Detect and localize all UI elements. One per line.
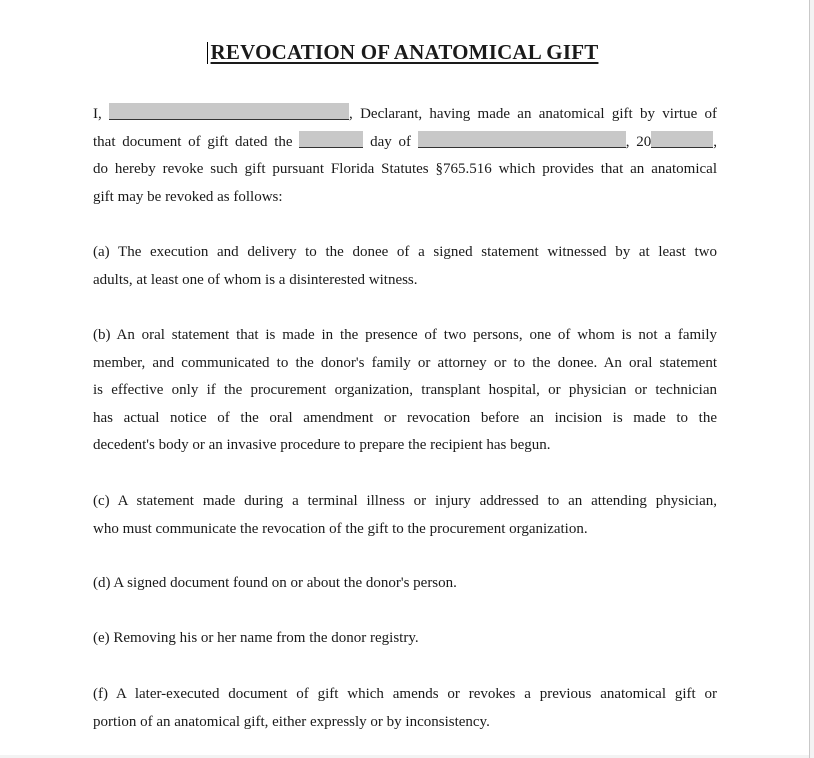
clause-b-line: (b) An oral statement that is made in the presence of two persons, one of whom is not a family (93, 327, 717, 343)
clause-c (93, 488, 717, 543)
intro-line-3: do hereby revoke such gift pursuant Florida Statutes §765.516 which provides that an anatomical (93, 161, 717, 177)
gift-month-field[interactable] (418, 131, 626, 148)
gift-day-field[interactable] (299, 131, 363, 148)
clause-a (93, 239, 717, 294)
clause-f-line: portion of an anatomical gift, either expressly or by inconsistency. (93, 713, 490, 730)
clause-c-line: (c) A statement made during a terminal illness or injury addressed to an attending physician, (93, 493, 717, 509)
declarant-name-field[interactable] (109, 103, 349, 120)
clause-c-line: who must communicate the revocation of the gift to the procurement organization. (93, 520, 588, 537)
clause-b-line: decedent's body or an invasive procedure to prepare the recipient has begun. (93, 437, 551, 453)
gift-year-field[interactable] (651, 131, 713, 148)
clause-d (93, 570, 717, 598)
clause-b (93, 322, 717, 460)
clause-b-line: member, and communicated to the donor's family or attorney or to the donee. An oral statement (93, 354, 717, 371)
intro-line2-b: day of (370, 133, 412, 150)
intro-paragraph (93, 101, 717, 211)
intro-line2-c: , 20 (625, 133, 652, 150)
intro-line-1 (93, 101, 717, 129)
intro-line-4: gift may be revoked as follows: (93, 188, 283, 205)
clause-a-line: adults, at least one of whom is a disinterested witness. (93, 271, 418, 288)
clause-f-line: (f) A later-executed document of gift which amends or revokes a previous anatomical gift or (93, 686, 717, 702)
intro-i-prefix: I, (93, 106, 102, 122)
page-edge-right (809, 0, 814, 758)
clause-f (93, 681, 717, 736)
clause-b-line: has actual notice of the oral amendment or revocation before an incision is made to the (93, 409, 717, 426)
clause-e-line: (e) Removing his or her name from the donor registry. (93, 630, 419, 646)
clause-b-line: is effective only if the procurement organization, transplant hospital, or physician or technician (93, 382, 717, 398)
document-title-text: REVOCATION OF ANATOMICAL GIFT (210, 40, 599, 64)
intro-line2-d: , (713, 133, 717, 150)
text-cursor (207, 42, 208, 64)
intro-after-name: , Declarant, having made an anatomical gift by virtue of (349, 106, 717, 122)
intro-line2-a: that document of gift dated the (93, 133, 293, 150)
clause-a-line: (a) The execution and delivery to the donee of a signed statement witnessed by at least two (93, 244, 717, 260)
clause-d-line: (d) A signed document found on or about the donor's person. (93, 575, 457, 591)
clause-e (93, 625, 717, 653)
document-title (0, 40, 809, 65)
intro-line-2 (93, 129, 717, 157)
